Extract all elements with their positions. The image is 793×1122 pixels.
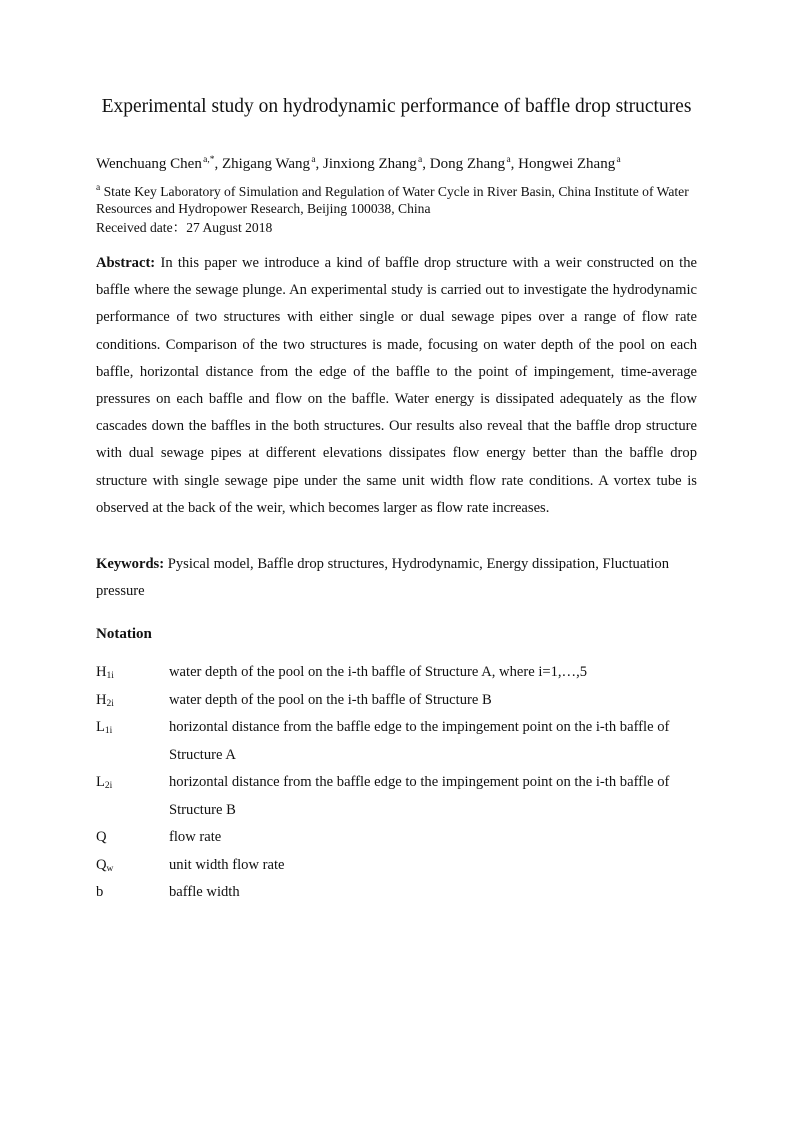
author-separator: , xyxy=(510,156,519,172)
author-name: Wenchuang Chen xyxy=(96,156,202,172)
notation-description: water depth of the pool on the i-th baffle of Structure B xyxy=(169,691,492,708)
author-separator: , xyxy=(315,156,324,172)
author-name: Jinxiong Zhang xyxy=(323,156,417,172)
symbol-subscript: 2i xyxy=(104,781,113,791)
author-affiliation-mark: a xyxy=(506,155,511,165)
paper-title: Experimental study on hydrodynamic performance of baffle drop structures xyxy=(101,96,692,117)
notation-symbol xyxy=(96,714,169,769)
affiliation xyxy=(96,183,706,217)
author-list xyxy=(96,155,621,173)
notation-description: horizontal distance from the baffle edge to the impingement point on the i-th baffle of Structure A xyxy=(169,719,670,763)
symbol-subscript: 1i xyxy=(104,726,113,736)
author-name: Dong Zhang xyxy=(429,156,506,172)
notation-description: horizontal distance from the baffle edge to the impingement point on the i-th baffle of Structure B xyxy=(169,774,670,818)
author-separator: , xyxy=(214,156,222,172)
notation-description: unit width flow rate xyxy=(169,856,285,873)
symbol-base: Q xyxy=(96,856,107,873)
notation-row xyxy=(96,687,706,715)
notation-symbol xyxy=(96,769,169,824)
author-separator: , xyxy=(422,156,430,172)
author-affiliation-mark: a xyxy=(311,155,316,165)
notation-description: water depth of the pool on the i-th baffle of Structure A, where i=1,…,5 xyxy=(169,664,588,680)
keywords-text: Pysical model, Baffle drop structures, Hydrodynamic, Energy dissipation, Fluctuation pressure xyxy=(96,556,670,600)
abstract xyxy=(96,250,697,522)
author-name: Hongwei Zhang xyxy=(518,156,616,172)
notation-symbol xyxy=(96,824,169,852)
symbol-subscript: 2i xyxy=(106,698,114,709)
notation-heading: Notation xyxy=(96,626,152,642)
author-affiliation-mark: a,* xyxy=(203,155,215,165)
keywords-label: Keywords: xyxy=(96,556,165,572)
abstract-text: In this paper we introduce a kind of baffle drop structure with a weir constructed on the baffle where the sewage plunge. An experimental study is carried out to investigate the hydrodynamic performance of two structures with either single or dual sewage pipes over a range of flow rate conditions. Comparison of the two structures is made, focusing on water depth of the pool on each baffle, horizontal distance from the edge of the baffle to the point of impingement, time-average pressures on each baffle and flow on the baffle. Water energy is dissipated adequately as the flow cascades down the baffles in the both structures. Our results also reveal that the baffle drop structure with dual sewage pipes at different elevations dissipates flow energy better than the baffle drop structure with single sewage pipe under the same unit width flow rate conditions. A vortex tube is observed at the back of the weir, which becomes larger as flow rate increases. xyxy=(96,255,697,516)
symbol-subscript: w xyxy=(106,863,114,874)
notation-symbol xyxy=(96,659,169,687)
notation-description: flow rate xyxy=(169,829,222,845)
notation-symbol xyxy=(96,687,169,715)
notation-row xyxy=(96,824,706,852)
notation-list xyxy=(96,659,706,907)
symbol-base: L xyxy=(96,719,105,735)
notation-row xyxy=(96,852,706,880)
symbol-base: Q xyxy=(96,829,107,845)
notation-row xyxy=(96,879,706,907)
affiliation-mark: a xyxy=(96,183,101,193)
notation-row xyxy=(96,714,706,769)
symbol-base: H xyxy=(96,691,107,708)
abstract-label: Abstract: xyxy=(96,255,156,271)
author-affiliation-mark: a xyxy=(418,155,423,165)
affiliation-text: State Key Laboratory of Simulation and Regulation of Water Cycle in River Basin, China Institute of Water Resources and Hydropower Research, Beijing 100038, China xyxy=(96,184,689,216)
keywords xyxy=(96,551,697,605)
notation-row xyxy=(96,769,706,824)
notation-description: baffle width xyxy=(169,884,240,900)
author-affiliation-mark: a xyxy=(616,155,621,165)
author-name: Zhigang Wang xyxy=(221,156,311,172)
symbol-subscript: 1i xyxy=(106,671,114,681)
symbol-base: L xyxy=(96,774,105,790)
symbol-base: H xyxy=(96,664,107,680)
symbol-base: b xyxy=(96,884,104,900)
notation-symbol xyxy=(96,879,169,907)
received-date: Received date：27 August 2018 xyxy=(96,220,273,235)
notation-row xyxy=(96,659,706,687)
notation-symbol xyxy=(96,852,169,880)
